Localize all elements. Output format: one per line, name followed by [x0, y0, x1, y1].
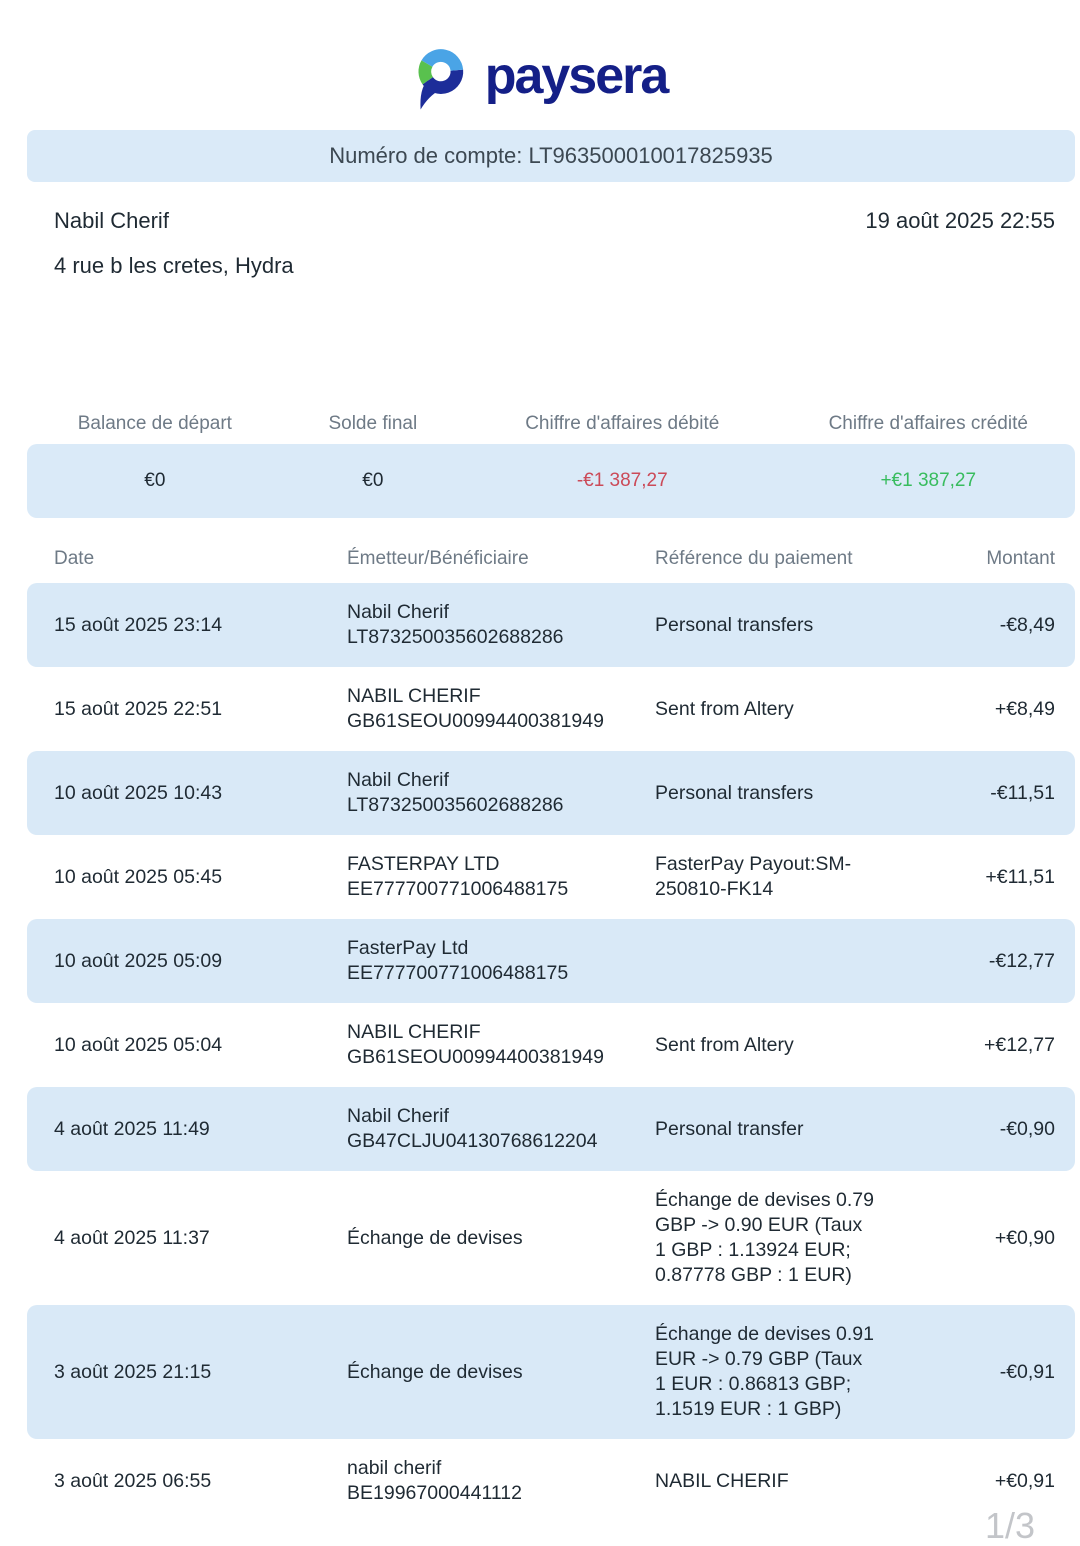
table-row [27, 667, 1075, 751]
tx-party [347, 768, 655, 818]
tx-party-name: NABIL CHERIF [347, 685, 481, 707]
tx-amount: -€0,90 [999, 1117, 1055, 1140]
table-row [27, 1171, 1075, 1305]
tx-party-account: GB61SEOU00994400381949 [347, 710, 604, 732]
tx-date: 4 août 2025 11:49 [54, 1117, 210, 1140]
tx-party-account: LT873250035602688286 [347, 794, 564, 816]
tx-party-name: nabil cherif [347, 1457, 442, 1479]
tx-party [347, 1360, 655, 1385]
header-date: Date [54, 548, 95, 569]
tx-party-account: GB61SEOU00994400381949 [347, 1046, 604, 1068]
tx-party [347, 1020, 655, 1070]
tx-amount: +€12,77 [983, 1033, 1055, 1056]
table-row [27, 1003, 1075, 1087]
tx-party [347, 1456, 655, 1506]
tx-party-name: FasterPay Ltd [347, 937, 469, 959]
tx-date: 10 août 2025 05:04 [54, 1033, 223, 1056]
start-balance-value: €0 [144, 470, 166, 491]
tx-date: 10 août 2025 05:45 [54, 865, 223, 888]
header-party: Émetteur/Bénéficiaire [347, 548, 529, 569]
tx-party-name: Nabil Cherif [347, 601, 449, 623]
tx-date: 15 août 2025 23:14 [54, 613, 223, 636]
tx-party-account: LT873250035602688286 [347, 626, 564, 648]
tx-party-name: Échange de devises [347, 1226, 523, 1249]
tx-party-name: NABIL CHERIF [347, 1021, 481, 1043]
table-row [27, 1087, 1075, 1171]
tx-party [347, 1104, 655, 1154]
account-number-text: Numéro de compte: LT963500010017825935 [329, 143, 773, 168]
customer-name: Nabil Cherif [54, 208, 169, 233]
header-amount: Montant [986, 548, 1055, 569]
customer-address: 4 rue b les cretes, Hydra [54, 253, 294, 278]
summary-box [27, 444, 1075, 518]
table-row [27, 919, 1075, 1003]
tx-amount: +€8,49 [994, 697, 1055, 720]
table-row [27, 751, 1075, 835]
tx-reference: Sent from Altery [655, 697, 794, 720]
tx-party [347, 1226, 655, 1251]
tx-amount: +€0,90 [994, 1226, 1055, 1249]
tx-reference: Échange de devises 0.79 GBP -> 0.90 EUR (Taux 1 GBP : 1.13924 EUR; 0.87778 GBP : 1 EUR) [655, 1189, 874, 1286]
account-number-banner [27, 130, 1075, 182]
transactions-table [27, 548, 1075, 1523]
tx-reference: Échange de devises 0.91 EUR -> 0.79 GBP (Taux 1 EUR : 0.86813 GBP; 1.1519 EUR : 1 GBP) [655, 1323, 874, 1420]
debit-turnover-value: -€1 387,27 [576, 470, 668, 491]
table-row [27, 1305, 1075, 1439]
tx-date: 4 août 2025 11:37 [54, 1226, 210, 1249]
tx-reference: Personal transfers [655, 781, 814, 804]
final-balance-value: €0 [362, 470, 384, 491]
paysera-logo [0, 0, 1080, 120]
debit-turnover-label: Chiffre d'affaires débité [525, 413, 720, 434]
tx-date: 3 août 2025 21:15 [54, 1360, 212, 1383]
table-row [27, 583, 1075, 667]
transactions-header [27, 548, 1075, 583]
credit-turnover-label: Chiffre d'affaires crédité [828, 413, 1028, 434]
tx-amount: +€0,91 [994, 1469, 1055, 1492]
tx-reference: Personal transfer [655, 1117, 804, 1140]
tx-reference: NABIL CHERIF [655, 1469, 789, 1492]
summary-labels [27, 413, 1075, 435]
tx-party-name: FASTERPAY LTD [347, 853, 500, 875]
tx-party-account: EE777700771006488175 [347, 962, 569, 984]
paysera-p-icon [413, 42, 467, 118]
tx-reference: FasterPay Payout:SM-250810-FK14 [655, 853, 852, 900]
tx-date: 10 août 2025 10:43 [54, 781, 223, 804]
statement-datetime: 19 août 2025 22:55 [865, 208, 1055, 233]
page-indicator: 1/3 [984, 1505, 1035, 1546]
tx-date: 3 août 2025 06:55 [54, 1469, 212, 1492]
tx-party [347, 852, 655, 902]
tx-party [347, 936, 655, 986]
table-row [27, 835, 1075, 919]
tx-reference: Sent from Altery [655, 1033, 794, 1056]
tx-party-name: Échange de devises [347, 1360, 523, 1383]
tx-party-account: BE19967000441112 [347, 1482, 522, 1504]
tx-party-name: Nabil Cherif [347, 769, 449, 791]
tx-party [347, 684, 655, 734]
start-balance-label: Balance de départ [77, 413, 232, 434]
paysera-wordmark: paysera [484, 47, 668, 105]
tx-party-account: EE777700771006488175 [347, 878, 569, 900]
tx-amount: -€12,77 [988, 949, 1055, 972]
tx-party-name: Nabil Cherif [347, 1105, 449, 1127]
header-reference: Référence du paiement [655, 548, 853, 569]
tx-amount: +€11,51 [985, 865, 1055, 888]
final-balance-label: Solde final [328, 413, 418, 434]
tx-party-account: GB47CLJU04130768612204 [347, 1130, 598, 1152]
tx-date: 15 août 2025 22:51 [54, 697, 223, 720]
tx-amount: -€8,49 [999, 613, 1055, 636]
tx-party [347, 600, 655, 650]
tx-date: 10 août 2025 05:09 [54, 949, 223, 972]
tx-amount: -€0,91 [999, 1360, 1055, 1383]
tx-reference: Personal transfers [655, 613, 814, 636]
tx-amount: -€11,51 [990, 781, 1055, 804]
credit-turnover-value: +€1 387,27 [880, 470, 977, 491]
